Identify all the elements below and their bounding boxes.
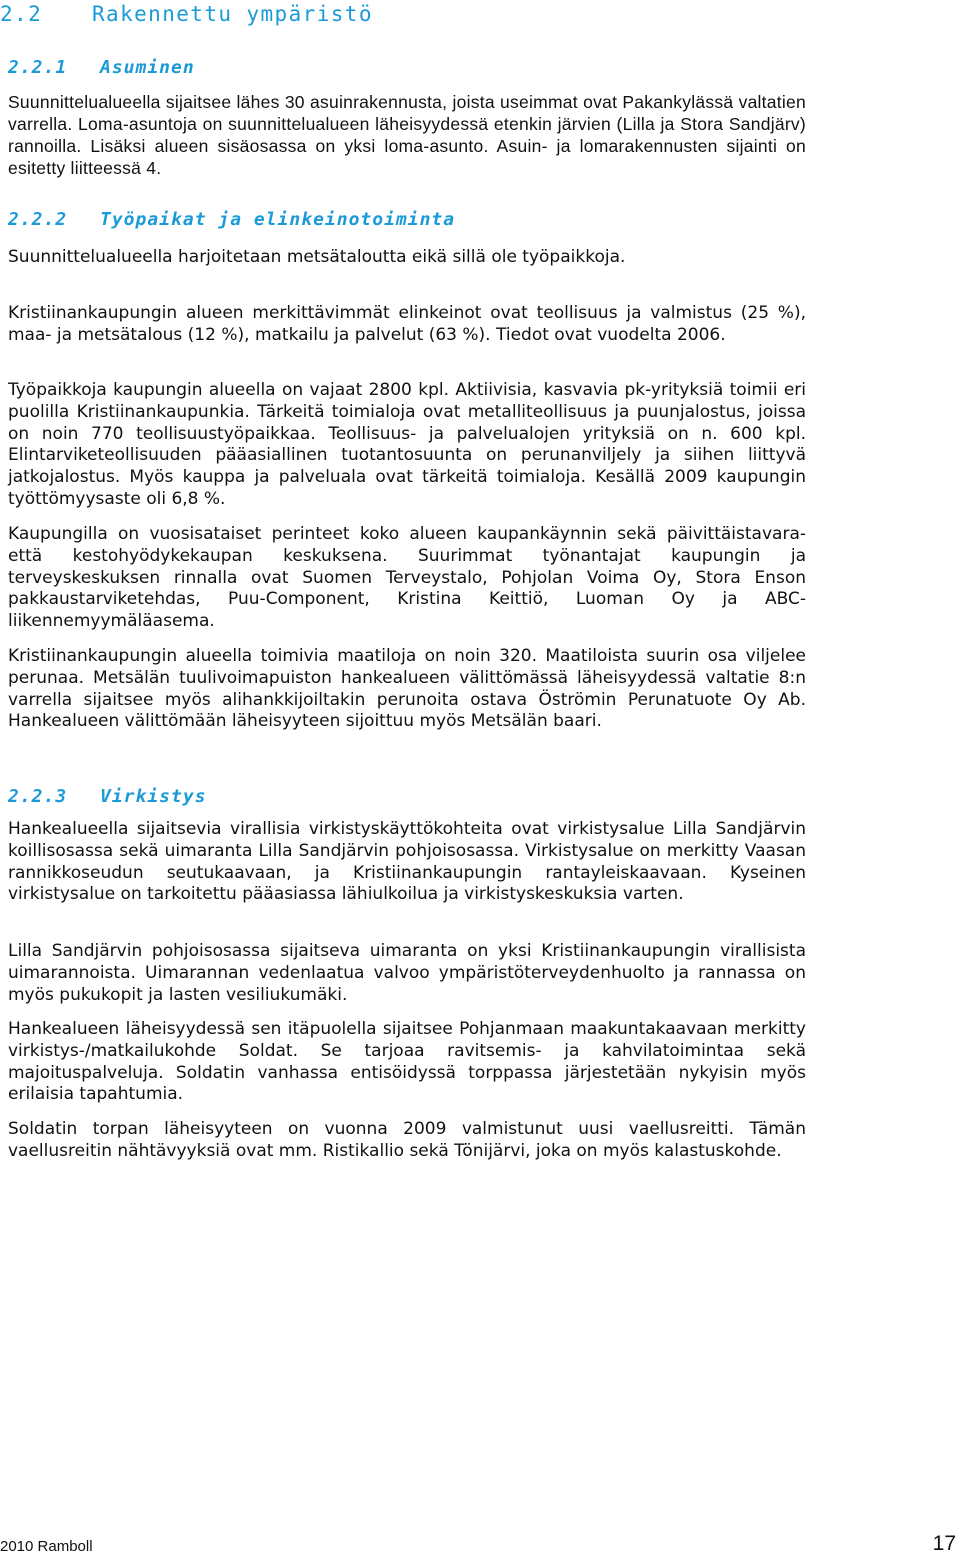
paragraph-virkistys-3: Hankealueen läheisyydessä sen itäpuolella sijaitsee Pohjanmaan maakuntakaavaan merkitty virkistys-/matkailukohde Soldat. Se tarjoaa ravitsemis- ja kahvilatoimintaa sekä majoituspalveluja. Soldatin vanhassa entisöidyssä torppassa järjestetään nykyisin myös erilaisia tapahtumia. — [8, 1019, 806, 1105]
subsection-title: Työpaikat ja elinkeinotoiminta — [100, 209, 456, 230]
subsection-number: 2.2.2 — [8, 209, 68, 230]
subsection-title: Virkistys — [100, 786, 207, 807]
subsection-heading-virkistys — [8, 786, 207, 807]
section-heading — [0, 2, 373, 26]
section-title: Rakennettu ympäristö — [92, 2, 373, 26]
subsection-number: 2.2.3 — [8, 786, 68, 807]
subsection-number: 2.2.1 — [8, 57, 68, 78]
subsection-heading-asuminen — [8, 57, 195, 78]
paragraph-tyopaikat-5: Kristiinankaupungin alueella toimivia maatiloja on noin 320. Maatiloista suurin osa viljelee perunaa. Metsälän tuulivoimapuiston hankealueen välittömässä läheisyydessä valtatie 8:n varrella sijaitsee myös alihankkijoiltakin perunoita ostava Öströmin Perunatuote Oy Ab. Hankealueen välittömään läheisyyteen sijoittuu myös Metsälän baari. — [8, 646, 806, 732]
paragraph-tyopaikat-4: Kaupungilla on vuosisataiset perinteet koko alueen kaupankäynnin sekä päivittäistavara- että kestohyödykekaupan keskuksena. Suurimmat työnantajat kaupungin ja terveyskeskuksen rinnalla ovat Suomen Terveystalo, Pohjolan Voima Oy, Stora Enson pakkaustarviketehdas, Puu-Component, Kristina Keittiö, Luoman Oy ja ABC-liikennemyymäläasema. — [8, 524, 806, 632]
paragraph-virkistys-1: Hankealueella sijaitsevia virallisia virkistyskäyttökohteita ovat virkistysalue Lilla Sandjärvin koillisosassa sekä uimaranta Lilla Sandjärvin pohjoisosassa. Virkistysalue on merkitty Vaasan rannikkoseudun seutukaavaan, ja Kristiinankaupungin rantayleiskaavaan. Kyseinen virkistysalue on tarkoitettu pääasiassa lähiulkoilua ja virkistyskeskuksia varten. — [8, 819, 806, 905]
paragraph-virkistys-4: Soldatin torpan läheisyyteen on vuonna 2009 valmistunut uusi vaellusreitti. Tämän vaellusreitin nähtävyyksiä ovat mm. Ristikallio sekä Tönijärvi, joka on myös kalastuskohde. — [8, 1119, 806, 1161]
subsection-title: Asuminen — [100, 57, 195, 78]
paragraph-tyopaikat-3: Työpaikkoja kaupungin alueella on vajaat 2800 kpl. Aktiivisia, kasvavia pk-yrityksiä toimii eri puolilla Kristiinankaupunkia. Tärkeitä toimialoja ovat metalliteollisuus ja puunjalostus, joissa on noin 770 teollisuustyöpaikkaa. Teollisuus- ja palvelualojen yrityksiä on n. 600 kpl. Elintarviketeollisuuden pääasiallinen tuotantosuunta on perunanviljely ja siihen liittyvä jatkojalostus. Myös kauppa ja palveluala ovat tärkeitä toimialoja. Kesällä 2009 kaupungin työttömyysaste oli 6,8 %. — [8, 380, 806, 509]
paragraph-asuminen-1: Suunnittelualueella sijaitsee lähes 30 asuinrakennusta, joista useimmat ovat Pakankylässä valtatien varrella. Loma-asuntoja on suunnittelualueen läheisyydessä etenkin järvien (Lilla ja Stora Sandjärv) rannoilla. Lisäksi alueen sisäosassa on yksi loma-asunto. Asuin- ja lomarakennusten sijainti on esitetty liitteessä 4. — [8, 92, 806, 178]
paragraph-tyopaikat-1: Suunnittelualueella harjoitetaan metsätaloutta eikä sillä ole työpaikkoja. — [8, 247, 626, 267]
section-number: 2.2 — [0, 2, 43, 26]
paragraph-tyopaikat-2: Kristiinankaupungin alueen merkittävimmät elinkeinot ovat teollisuus ja valmistus (25 %), maa- ja metsätalous (12 %), matkailu ja palvelut (63 %). Tiedot ovat vuodelta 2006. — [8, 303, 806, 345]
page-number: 17 — [932, 1532, 956, 1555]
paragraph-virkistys-2: Lilla Sandjärvin pohjoisosassa sijaitseva uimaranta on yksi Kristiinankaupungin virallisista uimarannoista. Uimarannan vedenlaatua valvoo ympäristöterveydenhuolto ja rannassa on myös pukukopit ja lasten vesiliukumäki. — [8, 941, 806, 1005]
footer-copyright: 2010 Ramboll — [0, 1538, 93, 1555]
subsection-heading-tyopaikat — [8, 209, 455, 230]
